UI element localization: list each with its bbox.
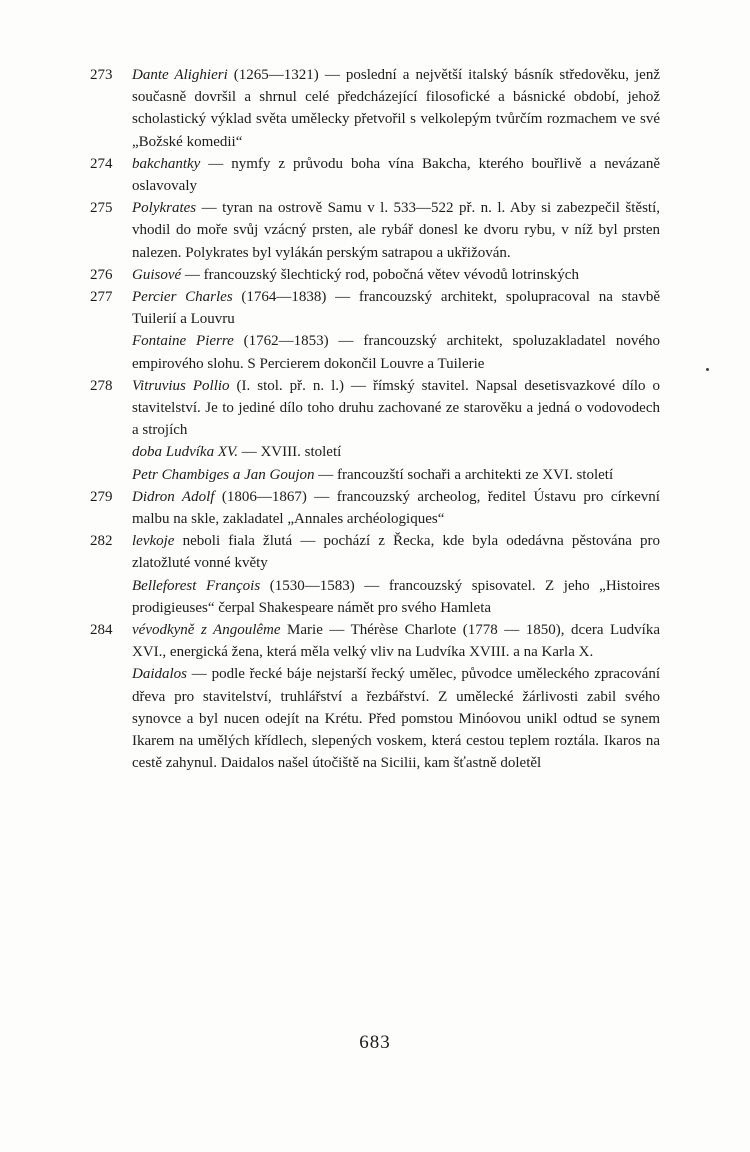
note-text: (1806—1867) — francouzský archeolog, ředitel Ústavu pro církevní malbu na skle, zakladatel „Annales archéologiques“ (132, 488, 660, 528)
note-paragraph (132, 264, 660, 286)
note-text: — XVIII. století (237, 444, 342, 461)
note-text: — nymfy z průvodu boha vína Bakcha, kterého bouřlivě a nevázaně oslavovaly (132, 155, 660, 195)
note-number: 273 (90, 67, 113, 83)
note-entry (90, 197, 660, 264)
note-entry (90, 64, 660, 153)
note-number: 278 (90, 377, 113, 394)
note-entry (90, 153, 660, 197)
notes-list (90, 64, 660, 775)
note-entry (90, 486, 660, 530)
note-paragraph (132, 330, 660, 374)
note-text: — tyran na ostrově Samu v l. 533—522 př. n. l. Aby si zabezpečil štěstí, vhodil do moře svůj vzácný prsten, ale rybář donesl ke dvoru rybu, v níž byl prsten nalezen. Polykrates byl vylákán perským satrapou a ukřižován. (132, 200, 660, 261)
note-entry (90, 264, 660, 286)
note-paragraph (132, 464, 660, 486)
note-text: neboli fiala žlutá — pochází z Řecka, kde byla odedávna pěstována pro zlatožluté vonné květy (132, 533, 660, 572)
note-term: vévodkyně z Angoulême (132, 622, 281, 639)
note-term: Percier Charles (132, 289, 233, 306)
note-text: (1265—1321) — poslední a největší italský básník středověku, jenž současně dovršil a shrnul celé předcházející filosofické a básnické období, jehož scholastický výklad světa umělecky přetvořil s velkolepým tvůrčím rozmachem ve své „Božské komedii“ (132, 67, 661, 150)
note-term: bakchantky (132, 155, 201, 172)
note-paragraph (132, 153, 660, 197)
note-number: 282 (90, 533, 113, 550)
note-text: — podle řecké báje nejstarší řecký umělec, původce uměleckého zpracování dřeva pro stavitelství, truhlářství a řezbářství. Z umělecké žárlivosti zabil svého synovce a byl nucen odejít na Krétu. Před pomstou Minóovou unikl odtud se synem Ikarem na umělých křídlech, slepených voskem, která cestou teplem roztála. Ikaros na cestě zahynul. Daidalos našel útočiště na Sicilii, kam šťastně doletěl (132, 666, 660, 772)
note-text: Marie — Thérèse Charlote (1778 — 1850), dcera Ludvíka XVI., energická žena, která měla velký vliv na Ludvíka XVIII. a na Karla X. (132, 622, 661, 661)
note-term: Fontaine Pierre (132, 333, 234, 350)
note-term: Polykrates (132, 200, 197, 217)
note-paragraph (132, 486, 660, 530)
note-number: 279 (90, 488, 113, 505)
note-number: 277 (90, 289, 113, 306)
note-paragraph (132, 441, 660, 463)
note-term: Guisové (132, 266, 182, 283)
note-term: Daidalos (132, 666, 188, 683)
note-term: Dante Alighieri (132, 67, 228, 83)
note-number: 274 (90, 155, 113, 172)
page-number: 683 (359, 1032, 391, 1053)
note-entry (90, 619, 660, 774)
note-text: — francouzští sochaři a architekti ze XVI. století (314, 466, 614, 483)
note-paragraph (132, 619, 660, 663)
ink-speck (706, 368, 709, 371)
note-text: (1762—1853) — francouzský architekt, spoluzakladatel nového empirového slohu. S Percierem dokončil Louvre a Tuilerie (132, 333, 660, 372)
note-paragraph (132, 286, 660, 330)
note-entry (90, 530, 660, 619)
note-term: Belleforest François (132, 577, 261, 594)
note-number: 275 (90, 200, 113, 217)
note-text: (I. stol. př. n. l.) — římský stavitel. Napsal desetisvazkové dílo o stavitelství. Je to jediné dílo toho druhu zachované ze starověku a jedná o vodovodech a strojích (132, 377, 660, 439)
note-term: doba Ludvíka XV. (132, 444, 238, 461)
note-term: Vitruvius Pollio (132, 377, 230, 394)
note-term: levkoje (132, 533, 175, 550)
note-term: Petr Chambiges a Jan Goujon (132, 466, 315, 483)
note-number: 276 (90, 266, 113, 283)
note-paragraph (132, 197, 660, 264)
note-entry (90, 375, 660, 486)
note-paragraph (132, 375, 660, 442)
note-paragraph (132, 663, 660, 774)
note-entry (90, 286, 660, 375)
note-text: (1764—1838) — francouzský architekt, spolupracoval na stavbě Tuilerií a Louvru (132, 289, 660, 328)
note-paragraph (132, 575, 660, 619)
note-text: (1530—1583) — francouzský spisovatel. Z jeho „Histoires prodigieuses“ čerpal Shakespeare námět pro svého Hamleta (132, 577, 661, 616)
note-paragraph (132, 64, 660, 153)
note-number: 284 (90, 622, 113, 639)
note-text: — francouzský šlechtický rod, pobočná větev vévodů lotrinských (181, 266, 579, 283)
note-paragraph (132, 530, 660, 574)
note-term: Didron Adolf (132, 488, 215, 505)
